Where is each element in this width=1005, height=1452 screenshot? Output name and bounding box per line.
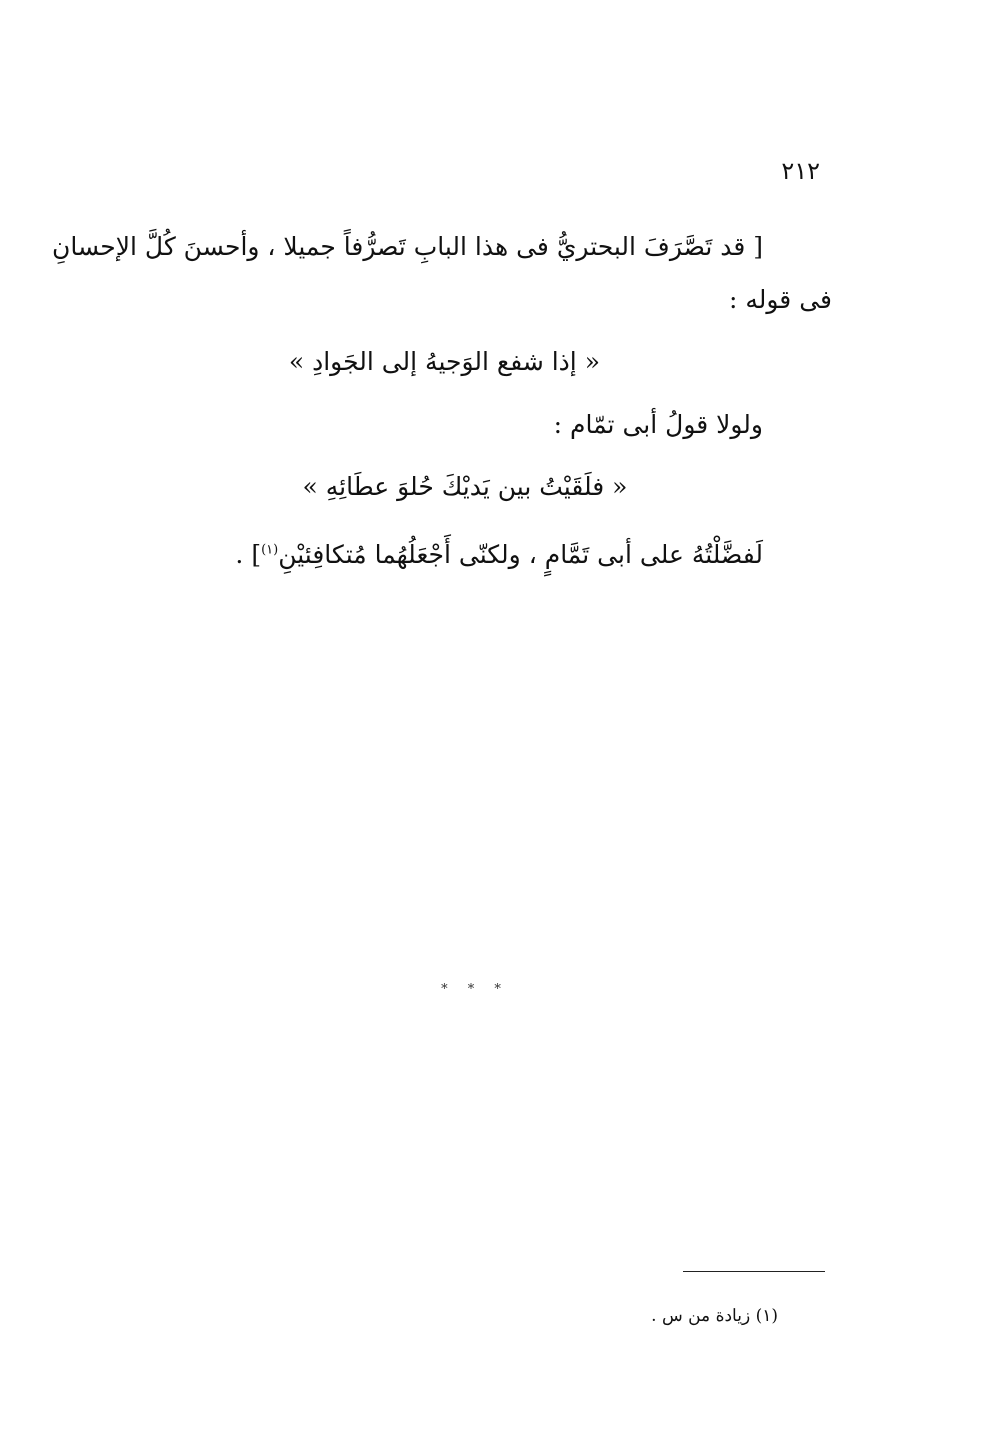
paragraph-line-3: ولولا قولُ أبى تمّام : bbox=[553, 410, 763, 439]
page-number: ٢١٢ bbox=[781, 157, 820, 185]
paragraph-line-1: [ قد تَصَّرَفَ البحتريُّ فى هذا البابِ تَصرُّفاً جميلا ، وأحسنَ كُلَّ الإحسانِ bbox=[52, 232, 763, 261]
paragraph-line-4-end: ] . bbox=[235, 540, 262, 569]
verse-quote-2: « فلَقَيْتُ بين يَديْكَ حُلوَ عطَائِهِ » bbox=[302, 472, 628, 501]
paragraph-line-2: فى قوله : bbox=[729, 285, 832, 314]
section-separator: * * * bbox=[441, 982, 509, 997]
footnote-reference: (١) bbox=[261, 542, 279, 558]
footnote: (١) زيادة من س . bbox=[651, 1306, 778, 1326]
paragraph-line-4 bbox=[235, 538, 763, 572]
verse-quote-1: « إذا شفع الوَجيهُ إلى الجَوادِ » bbox=[288, 347, 600, 376]
paragraph-line-4-text: لَفضَّلْتُهُ على أبى تَمَّامٍ ، ولكنّى أَجْعَلُهُما مُتكافِئيْنِ bbox=[278, 540, 763, 569]
footnote-divider bbox=[683, 1271, 825, 1272]
